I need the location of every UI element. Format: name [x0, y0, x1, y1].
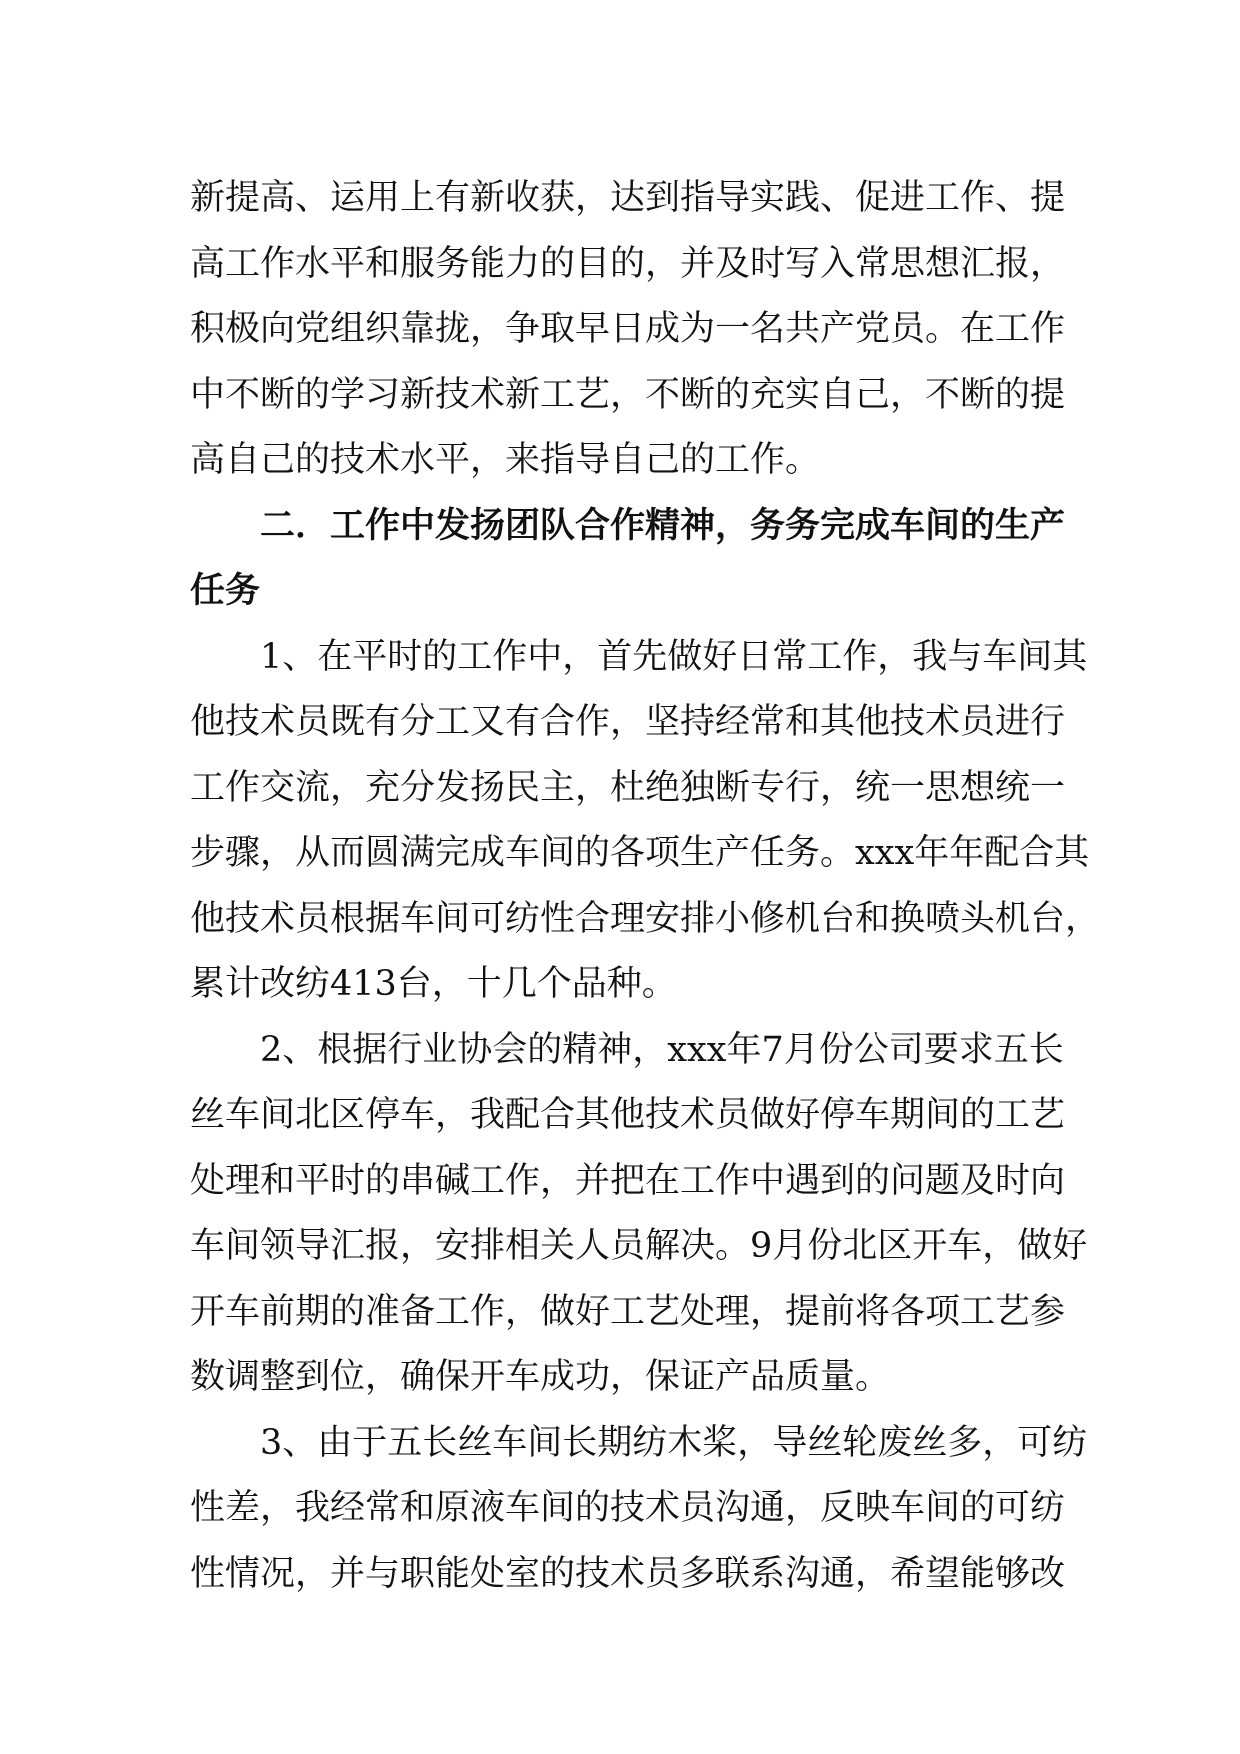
text-line: 2、根据行业协会的精神，xxx年7月份公司要求五长 [260, 1029, 1064, 1070]
text-line: 性差，我经常和原液车间的技术员沟通，反映车间的可纺 [190, 1488, 1066, 1528]
text-line: 数调整到位，确保开车成功，保证产品质量。 [190, 1357, 891, 1397]
section-heading [190, 494, 1070, 625]
text-line: 他技术员既有分工又有合作，坚持经常和其他技术员进行 [190, 702, 1066, 742]
text-line: 开车前期的准备工作，做好工艺处理，提前将各项工艺参 [190, 1291, 1066, 1332]
paragraph-item-1 [190, 625, 1101, 1018]
text-line: 性情况，并与职能处室的技术员多联系沟通，希望能够改 [190, 1553, 1066, 1594]
paragraph-continuation [190, 166, 1070, 494]
text-line: 高自己的技术水平，来指导自己的工作。 [190, 440, 821, 480]
paragraph-item-3 [190, 1411, 1088, 1608]
text-line: 高工作水平和服务能力的目的，并及时写入常思想汇报， [190, 243, 1066, 284]
text-line: 1、在平时的工作中，首先做好日常工作，我与车间其 [260, 636, 1088, 677]
text-line: 步骤，从而圆满完成车间的各项生产任务。xxx年年配合其 [190, 833, 1090, 873]
text-line: 3、由于五长丝车间长期纺木桨，导丝轮废丝多，可纺 [260, 1422, 1088, 1463]
text-line: 他技术员根据车间可纺性合理安排小修机台和换喷头机台， [190, 898, 1101, 939]
heading-line: 二．工作中发扬团队合作精神，务务完成车间的生产 [260, 505, 1066, 546]
text-line: 处理和平时的串碱工作，并把在工作中遇到的问题及时向 [190, 1160, 1066, 1201]
heading-line: 任务 [190, 571, 261, 611]
document-body [190, 166, 1101, 1607]
text-line: 车间领导汇报，安排相关人员解决。9月份北区开车，做好 [190, 1226, 1088, 1266]
text-line: 累计改纺413台，十几个品种。 [190, 964, 677, 1004]
text-line: 中不断的学习新技术新工艺，不断的充实自己，不断的提 [190, 374, 1066, 415]
text-line: 积极向党组织靠拢，争取早日成为一名共产党员。在工作 [190, 309, 1066, 349]
text-line: 工作交流，充分发扬民主，杜绝独断专行，统一思想统一 [190, 767, 1066, 808]
text-line: 丝车间北区停车，我配合其他技术员做好停车期间的工艺 [190, 1095, 1066, 1135]
text-line: 新提高、运用上有新收获，达到指导实践、促进工作、提 [190, 178, 1066, 218]
paragraph-item-2 [190, 1018, 1088, 1411]
